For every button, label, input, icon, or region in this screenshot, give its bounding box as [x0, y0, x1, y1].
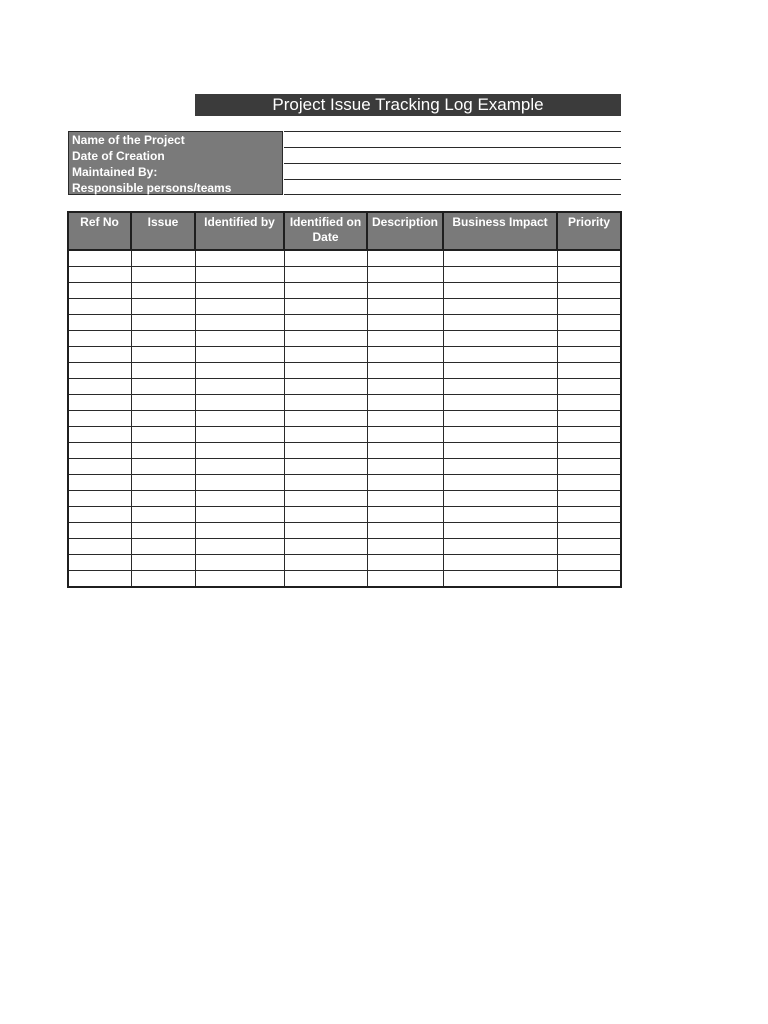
table-cell[interactable] [557, 459, 621, 475]
table-cell[interactable] [131, 299, 195, 315]
table-cell[interactable] [68, 347, 131, 363]
table-cell[interactable] [443, 475, 557, 491]
table-cell[interactable] [443, 347, 557, 363]
table-cell[interactable] [195, 250, 284, 267]
table-cell[interactable] [557, 507, 621, 523]
table-cell[interactable] [557, 347, 621, 363]
table-cell[interactable] [367, 539, 443, 555]
table-cell[interactable] [131, 539, 195, 555]
table-cell[interactable] [443, 299, 557, 315]
table-cell[interactable] [68, 363, 131, 379]
table-cell[interactable] [131, 363, 195, 379]
table-cell[interactable] [68, 299, 131, 315]
table-cell[interactable] [195, 347, 284, 363]
table-cell[interactable] [195, 283, 284, 299]
table-cell[interactable] [131, 427, 195, 443]
table-cell[interactable] [195, 267, 284, 283]
table-cell[interactable] [195, 411, 284, 427]
table-cell[interactable] [367, 459, 443, 475]
table-cell[interactable] [131, 250, 195, 267]
table-cell[interactable] [557, 555, 621, 571]
table-cell[interactable] [131, 379, 195, 395]
table-cell[interactable] [284, 379, 367, 395]
table-cell[interactable] [131, 283, 195, 299]
table-cell[interactable] [195, 491, 284, 507]
table-cell[interactable] [443, 491, 557, 507]
table-cell[interactable] [284, 315, 367, 331]
table-cell[interactable] [195, 315, 284, 331]
table-cell[interactable] [443, 379, 557, 395]
document-title: Project Issue Tracking Log Example [195, 94, 621, 116]
table-cell[interactable] [284, 411, 367, 427]
table-cell[interactable] [131, 491, 195, 507]
table-cell[interactable] [195, 523, 284, 539]
table-cell[interactable] [68, 283, 131, 299]
table-cell[interactable] [557, 475, 621, 491]
table-cell[interactable] [284, 571, 367, 588]
table-header-row [68, 212, 621, 250]
table-cell[interactable] [131, 315, 195, 331]
column-header-ref-no: Ref No [68, 212, 131, 250]
table-cell[interactable] [68, 267, 131, 283]
table-row [68, 315, 621, 331]
table-row [68, 283, 621, 299]
table-cell[interactable] [131, 443, 195, 459]
table-cell[interactable] [367, 315, 443, 331]
table-cell[interactable] [557, 315, 621, 331]
table-row [68, 443, 621, 459]
table-cell[interactable] [284, 395, 367, 411]
table-cell[interactable] [443, 443, 557, 459]
table-cell[interactable] [557, 331, 621, 347]
table-cell[interactable] [367, 379, 443, 395]
table-row [68, 250, 621, 267]
table-cell[interactable] [557, 539, 621, 555]
table-cell[interactable] [443, 539, 557, 555]
table-cell[interactable] [68, 539, 131, 555]
table-cell[interactable] [68, 571, 131, 588]
table-cell[interactable] [68, 475, 131, 491]
table-row [68, 299, 621, 315]
table-cell[interactable] [557, 395, 621, 411]
table-cell[interactable] [367, 411, 443, 427]
table-cell[interactable] [367, 250, 443, 267]
table-cell[interactable] [443, 555, 557, 571]
table-cell[interactable] [131, 459, 195, 475]
table-cell[interactable] [284, 299, 367, 315]
table-row [68, 331, 621, 347]
table-cell[interactable] [131, 475, 195, 491]
table-row [68, 267, 621, 283]
table-cell[interactable] [195, 427, 284, 443]
table-cell[interactable] [195, 539, 284, 555]
table-cell[interactable] [557, 379, 621, 395]
table-cell[interactable] [367, 331, 443, 347]
table-cell[interactable] [195, 363, 284, 379]
table-cell[interactable] [68, 315, 131, 331]
table-cell[interactable] [443, 523, 557, 539]
table-row [68, 427, 621, 443]
table-cell[interactable] [367, 475, 443, 491]
table-cell[interactable] [68, 427, 131, 443]
info-label-responsible: Responsible persons/teams [72, 181, 232, 195]
table-cell[interactable] [284, 475, 367, 491]
info-value-project-name[interactable] [284, 131, 621, 147]
info-label-date-of-creation: Date of Creation [72, 149, 165, 163]
table-cell[interactable] [195, 555, 284, 571]
table-cell[interactable] [284, 283, 367, 299]
table-cell[interactable] [284, 507, 367, 523]
table-cell[interactable] [443, 315, 557, 331]
table-row [68, 395, 621, 411]
table-cell[interactable] [284, 539, 367, 555]
table-cell[interactable] [367, 427, 443, 443]
table-cell[interactable] [557, 491, 621, 507]
table-cell[interactable] [367, 507, 443, 523]
column-header-identified-on-date: Identified on Date [284, 212, 367, 250]
issue-log-table [67, 211, 622, 588]
table-cell[interactable] [68, 443, 131, 459]
table-row [68, 539, 621, 555]
table-cell[interactable] [557, 523, 621, 539]
table-cell[interactable] [131, 555, 195, 571]
table-cell[interactable] [195, 395, 284, 411]
table-cell[interactable] [557, 283, 621, 299]
table-cell[interactable] [367, 555, 443, 571]
table-cell[interactable] [557, 250, 621, 267]
table-cell[interactable] [367, 523, 443, 539]
table-cell[interactable] [131, 507, 195, 523]
project-info-block [68, 131, 621, 195]
info-label-maintained-by: Maintained By: [72, 165, 158, 179]
table-cell[interactable] [443, 427, 557, 443]
table-cell[interactable] [68, 331, 131, 347]
table-cell[interactable] [195, 379, 284, 395]
table-body [68, 250, 621, 587]
table-row [68, 507, 621, 523]
table-cell[interactable] [68, 491, 131, 507]
table-cell[interactable] [195, 475, 284, 491]
column-header-issue: Issue [131, 212, 195, 250]
table-row [68, 379, 621, 395]
table-row [68, 347, 621, 363]
table-cell[interactable] [68, 395, 131, 411]
table-cell[interactable] [367, 267, 443, 283]
table-cell[interactable] [443, 331, 557, 347]
table-cell[interactable] [195, 443, 284, 459]
column-header-business-impact: Business Impact [443, 212, 557, 250]
table-cell[interactable] [367, 283, 443, 299]
table-cell[interactable] [195, 299, 284, 315]
table-cell[interactable] [195, 459, 284, 475]
table-cell[interactable] [195, 571, 284, 588]
info-value-date-of-creation[interactable] [284, 147, 621, 163]
table-row [68, 491, 621, 507]
table-cell[interactable] [131, 267, 195, 283]
table-cell[interactable] [443, 250, 557, 267]
table-cell[interactable] [68, 459, 131, 475]
table-cell[interactable] [131, 347, 195, 363]
table-cell[interactable] [284, 347, 367, 363]
table-cell[interactable] [443, 283, 557, 299]
table-row [68, 555, 621, 571]
table-cell[interactable] [68, 250, 131, 267]
table-cell[interactable] [443, 507, 557, 523]
table-cell[interactable] [367, 395, 443, 411]
table-cell[interactable] [68, 379, 131, 395]
table-cell[interactable] [284, 250, 367, 267]
column-header-identified-by: Identified by [195, 212, 284, 250]
info-label-project-name: Name of the Project [72, 133, 185, 147]
table-cell[interactable] [131, 523, 195, 539]
table-cell[interactable] [284, 459, 367, 475]
table-cell[interactable] [367, 491, 443, 507]
table-cell[interactable] [195, 507, 284, 523]
table-cell[interactable] [557, 267, 621, 283]
table-cell[interactable] [284, 491, 367, 507]
table-cell[interactable] [284, 267, 367, 283]
table-cell[interactable] [443, 459, 557, 475]
table-cell[interactable] [557, 427, 621, 443]
project-info-labels [68, 131, 283, 195]
table-cell[interactable] [557, 443, 621, 459]
table-cell[interactable] [68, 411, 131, 427]
table-cell[interactable] [284, 331, 367, 347]
table-cell[interactable] [284, 555, 367, 571]
table-cell[interactable] [443, 267, 557, 283]
table-row [68, 475, 621, 491]
column-header-description: Description [367, 212, 443, 250]
info-value-responsible[interactable] [284, 179, 621, 195]
table-cell[interactable] [131, 411, 195, 427]
table-cell[interactable] [284, 427, 367, 443]
table-cell[interactable] [443, 395, 557, 411]
table-cell[interactable] [367, 571, 443, 588]
project-info-values [284, 131, 621, 195]
table-cell[interactable] [367, 347, 443, 363]
table-row [68, 571, 621, 588]
table-cell[interactable] [284, 523, 367, 539]
info-value-maintained-by[interactable] [284, 163, 621, 179]
table-row [68, 363, 621, 379]
column-header-priority: Priority [557, 212, 621, 250]
table-cell[interactable] [284, 443, 367, 459]
table-cell[interactable] [367, 299, 443, 315]
table-cell[interactable] [68, 507, 131, 523]
table-cell[interactable] [367, 363, 443, 379]
table-cell[interactable] [443, 571, 557, 588]
table-cell[interactable] [557, 363, 621, 379]
table-cell[interactable] [195, 331, 284, 347]
table-cell[interactable] [557, 571, 621, 588]
table-row [68, 411, 621, 427]
table-cell[interactable] [557, 299, 621, 315]
table-cell[interactable] [131, 571, 195, 588]
table-row [68, 523, 621, 539]
table-cell[interactable] [131, 395, 195, 411]
table-cell[interactable] [443, 411, 557, 427]
table-cell[interactable] [557, 411, 621, 427]
table-cell[interactable] [367, 443, 443, 459]
table-cell[interactable] [443, 363, 557, 379]
table-cell[interactable] [284, 363, 367, 379]
table-row [68, 459, 621, 475]
table-cell[interactable] [68, 523, 131, 539]
table-cell[interactable] [68, 555, 131, 571]
table-cell[interactable] [131, 331, 195, 347]
